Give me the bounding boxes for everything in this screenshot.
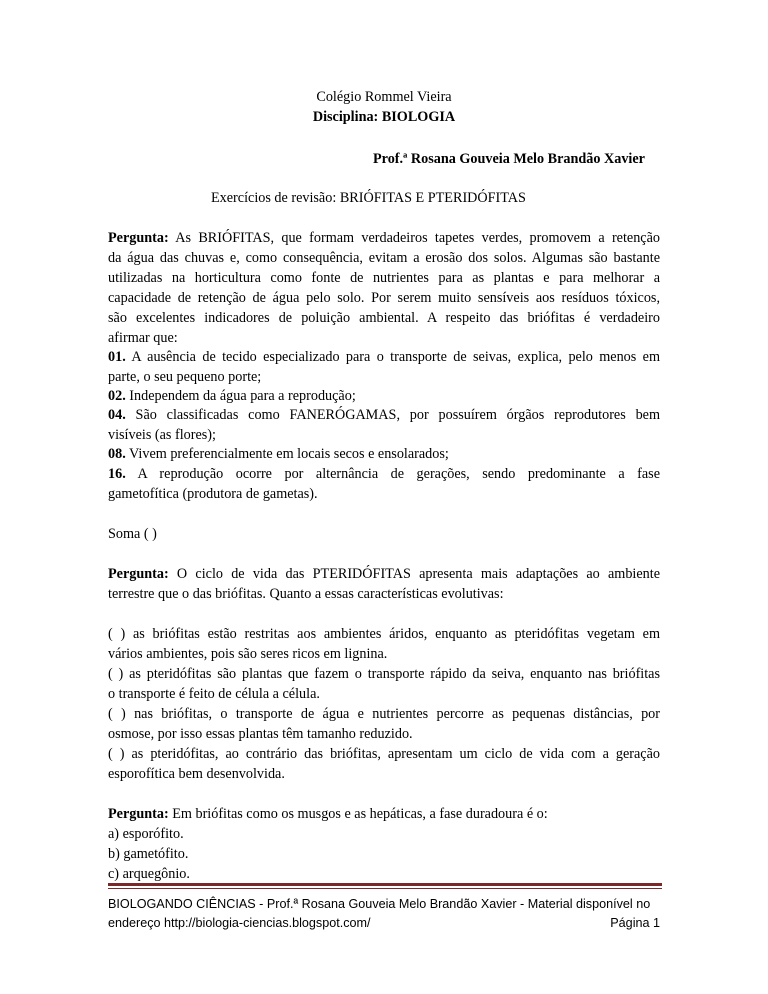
q2-label: Pergunta: xyxy=(108,566,169,582)
q2-option-2: ( ) as pteridófitas são plantas que fazem o transporte rápido da seiva, enquanto nas briófitas xyxy=(108,666,660,682)
q2-option-3: ( ) nas briófitas, o transporte de água e nutrientes percorre as pequenas distâncias, por xyxy=(108,706,660,722)
q1-item-08: 08. Vivem preferencialmente em locais secos e ensolarados; xyxy=(108,446,449,462)
footer-line-2 xyxy=(108,914,660,932)
q1-line-3: utilizadas na horticultura como fonte de nutrientes para as plantas e para melhorar a xyxy=(108,270,660,286)
q2-option-3-cont: osmose, por isso essas plantas têm tamanho reduzido. xyxy=(108,726,413,742)
footer-rule-thin xyxy=(108,888,662,889)
q2-line-2: terrestre que o das briófitas. Quanto a essas características evolutivas: xyxy=(108,586,504,602)
teacher-name: Prof.ª Rosana Gouveia Melo Brandão Xavier xyxy=(373,151,645,167)
exercise-title: Exercícios de revisão: BRIÓFITAS E PTERIDÓFITAS xyxy=(211,190,526,206)
discipline: Disciplina: BIOLOGIA xyxy=(312,109,456,125)
q1-line-1: Pergunta: As BRIÓFITAS, que formam verdadeiros tapetes verdes, promovem a retenção xyxy=(108,230,660,246)
q2-option-1-cont: vários ambientes, pois são seres ricos em lignina. xyxy=(108,646,388,662)
q1-item-16: 16. A reprodução ocorre por alternância de gerações, sendo predominante a fase xyxy=(108,466,660,482)
footer-rule xyxy=(108,883,662,886)
q1-line-5: são excelentes indicadores de poluição ambiental. A respeito das briófitas é verdadeiro xyxy=(108,310,660,326)
q2-option-2-cont: o transporte é feito de célula a célula. xyxy=(108,686,320,702)
page-number: Página 1 xyxy=(610,916,660,930)
q1-item-04-cont: visíveis (as flores); xyxy=(108,427,216,443)
q1-item-02: 02. Independem da água para a reprodução; xyxy=(108,388,356,404)
q1-item-04: 04. São classificadas como FANERÓGAMAS, por possuírem órgãos reprodutores bem xyxy=(108,407,660,423)
q2-option-4: ( ) as pteridófitas, ao contrário das briófitas, apresentam um ciclo de vida com a geração xyxy=(108,746,660,762)
q1-item-01-cont: parte, o seu pequeno porte; xyxy=(108,369,262,385)
q1-sum: Soma ( ) xyxy=(108,526,157,542)
q1-line-6: afirmar que: xyxy=(108,330,178,346)
footer-line-1: BIOLOGANDO CIÊNCIAS - Prof.ª Rosana Gouveia Melo Brandão Xavier - Material disponível no xyxy=(108,897,651,911)
school-name: Colégio Rommel Vieira xyxy=(316,89,452,105)
q2-line-1: Pergunta: O ciclo de vida das PTERIDÓFITAS apresenta mais adaptações ao ambiente xyxy=(108,566,660,582)
q1-line-4: capacidade de retenção de água pelo solo. Por serem muito sensíveis aos resíduos tóxicos, xyxy=(108,290,660,306)
q2-option-1: ( ) as briófitas estão restritas aos ambientes áridos, enquanto as pteridófitas vegetam em xyxy=(108,626,660,642)
q3-option-a: a) esporófito. xyxy=(108,826,184,842)
q3-label: Pergunta: xyxy=(108,806,169,822)
q3-line-1: Pergunta: Em briófitas como os musgos e as hepáticas, a fase duradoura é o: xyxy=(108,806,548,822)
q1-item-01: 01. A ausência de tecido especializado para o transporte de seivas, explica, pelo menos em xyxy=(108,349,660,365)
footer-url: endereço http://biologia-ciencias.blogspot.com/ xyxy=(108,916,371,930)
q1-item-16-cont: gametofítica (produtora de gametas). xyxy=(108,486,318,502)
q1-line-2: da água das chuvas e, como consequência, evitam a erosão dos solos. Algumas são bastante xyxy=(108,250,660,266)
q3-option-b: b) gametófito. xyxy=(108,846,189,862)
q1-label: Pergunta: xyxy=(108,230,169,246)
q2-option-4-cont: esporofítica bem desenvolvida. xyxy=(108,766,285,782)
q3-option-c: c) arquegônio. xyxy=(108,866,190,882)
